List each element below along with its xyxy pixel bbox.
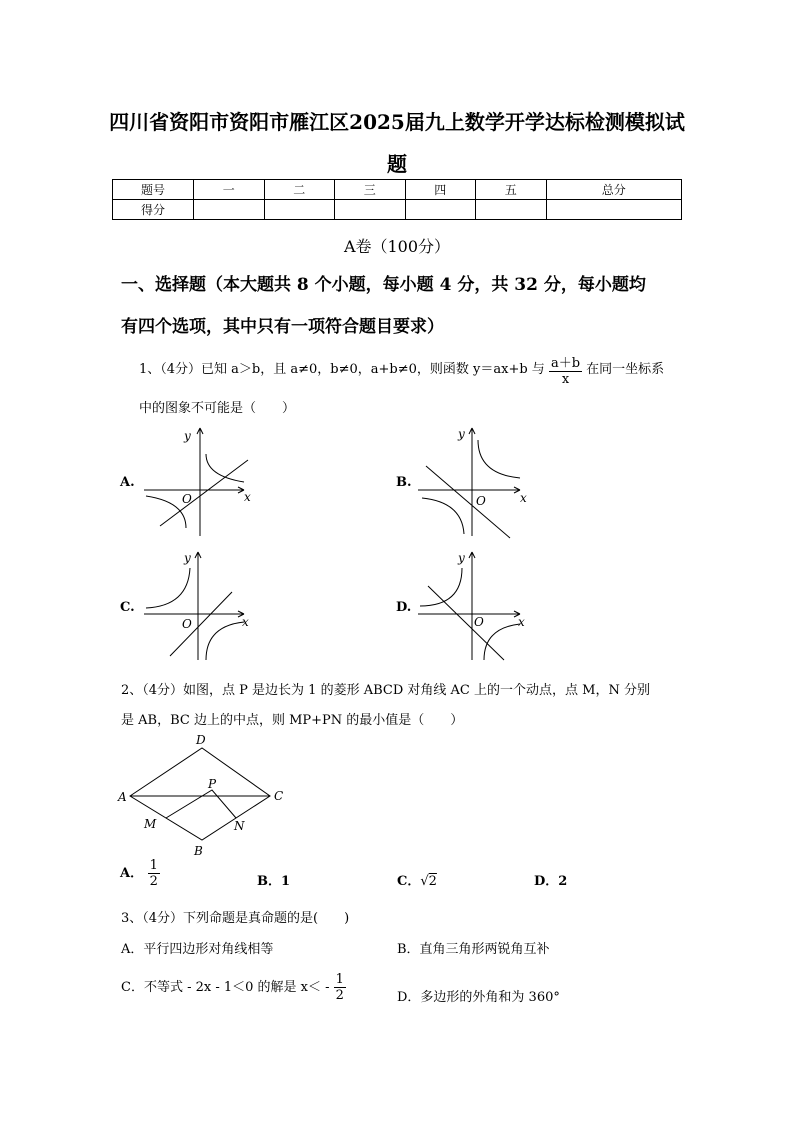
q2-option-c-label: C． [397,874,421,889]
q1-graph-b[interactable] [414,422,534,542]
q2-option-a[interactable] [120,858,160,889]
line-graph [428,586,504,660]
q3-option-c[interactable] [121,972,391,1003]
score-table [112,179,682,220]
page-title: 四川省资阳市资阳市雁江区2025届九上数学开学达标检测模拟试 [109,110,685,134]
q2-option-a-fraction [148,858,160,889]
y-label: y [184,429,191,443]
hyperbola-branch-upper [478,440,520,478]
q1-fraction-denominator: x [561,372,570,387]
label-p: P [208,777,217,791]
q2-option-a-label: A． [120,866,144,881]
origin-label: O [474,615,484,629]
line-graph [160,460,248,526]
header-cell: 总分 [546,180,682,200]
q1-graph-c[interactable] [140,546,260,666]
question-3-stem: 3、（4分）下列命题是真命题的是( ) [121,911,350,926]
header-cell: 三 [335,180,406,200]
score-table-score-row [113,200,682,220]
score-cell[interactable] [476,200,547,220]
question-1-stem [139,352,684,387]
q2-option-a-denominator: 2 [149,874,158,889]
q2-option-c-value: 2 [428,874,437,889]
y-label: y [184,551,191,565]
q3-option-c-numerator: 1 [335,972,344,987]
question-1-stem-line2: 中的图象不可能是（ ） [139,401,296,416]
score-cell[interactable] [546,200,682,220]
q2-option-a-numerator: 1 [149,858,158,873]
header-cell: 四 [405,180,476,200]
q2-option-d[interactable]: D．2 [534,874,568,889]
q1-graph-d[interactable] [414,546,534,666]
q1-option-c-label[interactable]: C. [120,600,135,615]
q1-option-b-label[interactable]: B. [396,475,412,490]
label-b: B [194,844,203,858]
label-c: C [274,789,284,803]
row-label-cell: 得分 [113,200,194,220]
header-cell: 题号 [113,180,194,200]
label-m: M [144,817,157,831]
x-label: x [242,615,249,629]
label-a: A [118,790,127,804]
q3-option-d[interactable]: D．多边形的外角和为 360° [397,990,560,1005]
q1-fraction-numerator: a＋b [549,352,582,372]
page-title-continued: 题 [387,152,407,176]
q2-option-b[interactable]: B．1 [257,874,291,889]
x-label: x [518,615,525,629]
q3-option-c-denominator: 2 [335,988,344,1003]
q1-graph-a[interactable] [140,422,260,542]
label-d: D [196,733,206,747]
y-label: y [458,551,465,565]
y-label: y [458,427,465,441]
x-label: x [520,491,527,505]
sqrt-icon: √ [420,874,429,889]
hyperbola-branch-lower [206,622,244,660]
q2-rhombus-figure [114,730,294,860]
line-graph [426,466,510,538]
label-n: N [234,819,245,833]
section-a-heading: A卷（100分） [343,237,451,256]
line-graph [170,592,232,656]
origin-label: O [182,492,192,506]
q1-option-d-label[interactable]: D. [396,600,412,615]
q1-fraction [549,352,582,387]
section-1-heading: 一、选择题（本大题共 8 个小题，每小题 4 分，共 32 分，每小题均 [121,275,646,295]
origin-label: O [182,617,192,631]
q1-suffix: 在同一坐标系 [586,362,665,377]
header-cell: 五 [476,180,547,200]
q3-option-c-fraction [334,972,346,1003]
score-table-header-row [113,180,682,200]
origin-label: O [476,494,486,508]
question-2-stem: 2、（4分）如图，点 P 是边长为 1 的菱形 ABCD 对角线 AC 上的一个动点，点 M，N 分别 [121,683,650,698]
x-label: x [244,490,251,504]
score-cell[interactable] [264,200,335,220]
q2-option-c[interactable] [397,870,437,889]
header-cell: 一 [194,180,265,200]
score-cell[interactable] [194,200,265,220]
hyperbola-branch-lower [146,496,186,528]
hyperbola-branch-lower [422,498,464,534]
q3-option-a[interactable]: A．平行四边形对角线相等 [121,942,274,957]
q3-option-c-text: C．不等式 - 2x - 1＜0 的解是 x＜ - [121,980,330,995]
hyperbola-branch-upper [146,568,190,608]
q1-prefix: 1、（4分）已知 a＞b，且 a≠0，b≠0，a+b≠0，则函数 y＝ax+b 与 [139,362,545,377]
question-2-stem-line2: 是 AB，BC 边上的中点，则 MP+PN 的最小值是（ ） [121,713,464,728]
section-1-heading-continued: 有四个选项，其中只有一项符合题目要求） [121,317,444,337]
path-m-p-n [166,790,236,818]
q1-option-a-label[interactable]: A. [120,475,135,490]
hyperbola-branch-lower [484,624,520,660]
hyperbola-branch-upper [420,568,462,606]
q3-option-b[interactable]: B．直角三角形两锐角互补 [397,942,550,957]
score-cell[interactable] [405,200,476,220]
score-cell[interactable] [335,200,406,220]
header-cell: 二 [264,180,335,200]
